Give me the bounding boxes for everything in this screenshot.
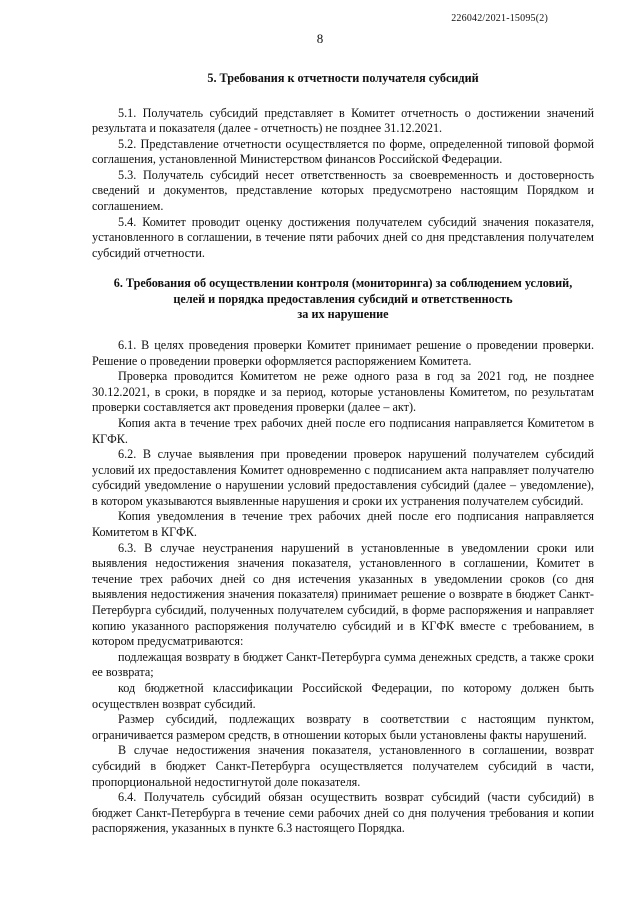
paragraph-5-4: 5.4. Комитет проводит оценку достижения получателем субсидий значения показателя, установленного в соглашении, в течение пяти рабочих дней со дня представления получателем субсидий отчетности. bbox=[92, 214, 594, 260]
paragraph-6-3-amount: подлежащая возврату в бюджет Санкт-Петербурга сумма денежных средств, а также сроки ее возврата; bbox=[92, 649, 594, 680]
document-body bbox=[92, 71, 594, 837]
paragraph-5-1: 5.1. Получатель субсидий представляет в Комитет отчетность о достижении значений результата и показателя (далее - отчетность) не позднее 31.12.2021. bbox=[92, 105, 594, 136]
document-number: 226042/2021-15095(2) bbox=[451, 13, 548, 24]
paragraph-6-1: 6.1. В целях проведения проверки Комитет принимает решение о проведении проверки. Решение о проведении проверки оформляется распоряжением Комитета. bbox=[92, 337, 594, 368]
paragraph-6-2-notice-copy: Копия уведомления в течение трех рабочих дней после его подписания направляется Комитетом в КГФК. bbox=[92, 509, 594, 540]
section-6-title bbox=[92, 276, 594, 323]
paragraph-6-3: 6.3. В случае неустранения нарушений в установленные в уведомлении сроки или выявления недостижения значения показателя, установленного в соглашении, Комитет в течение трех рабочих дней со дня истечения указанных в уведомлении сроков (со дня выявления недостижения значения показателя) принимает решение о возврате в бюджет Санкт-Петербурга субсидий, полученных получателем субсидий, в форме распоряжения и направляет копию указанного распоряжения получателю субсидий и в КГФК вместе с требованием, в котором предусматриваются: bbox=[92, 540, 594, 649]
paragraph-5-3: 5.3. Получатель субсидий несет ответственность за своевременность и достоверность сведений и документов, представление которых предусмотрено настоящим Порядком и соглашением. bbox=[92, 167, 594, 214]
section-6-title-line-1: 6. Требования об осуществлении контроля (мониторинга) за соблюдением условий, bbox=[113, 276, 573, 291]
paragraph-6-1-inspection: Проверка проводится Комитетом не реже одного раза в год за 2021 год, не позднее 30.12.2021, в сроки, в порядке и за период, которые установлены Комитетом, по результатам проверки составляется акт проведения проверки (далее – акт). bbox=[92, 369, 594, 415]
paragraph-6-4: 6.4. Получатель субсидий обязан осуществить возврат субсидий (части субсидий) в бюджет Санкт-Петербурга в течение семи рабочих дней со дня получения требования и копии распоряжения, указанных в пункте 6.3 настоящего Порядка. bbox=[92, 790, 594, 836]
section-6-title-line-3: за их нарушение bbox=[297, 307, 389, 322]
section-6-title-line-2: целей и порядка предоставления субсидий и ответственность bbox=[173, 291, 513, 306]
paragraph-6-3-limit: Размер субсидий, подлежащих возврату в соответствии с настоящим пунктом, ограничивается размером средств, в отношении которых были установлены факты нарушений. bbox=[92, 712, 594, 742]
page-number: 8 bbox=[316, 31, 324, 46]
paragraph-6-2: 6.2. В случае выявления при проведении проверок нарушений получателем субсидий условий их предоставления Комитет одновременно с подписанием акта направляет получателю субсидий уведомление о нарушении условий предоставления субсидий (далее – уведомление), в котором указываются выявленные нарушения и сроки их устранения получателем субсидий. bbox=[92, 447, 594, 508]
section-5-title: 5. Требования к отчетности получателя субсидий bbox=[207, 71, 479, 85]
paragraph-6-3-budget-code: код бюджетной классификации Российской Федерации, по которому должен быть осуществлен возврат субсидий. bbox=[92, 681, 594, 711]
paragraph-6-3-proportional: В случае недостижения значения показателя, установленного в соглашении, возврат субсидий в бюджет Санкт-Петербурга осуществляется получателем субсидий в части, пропорциональной недостигнутой доле показателя. bbox=[92, 743, 594, 789]
paragraph-5-2: 5.2. Представление отчетности осуществляется по форме, определенной типовой формой соглашения, установленной Министерством финансов Российской Федерации. bbox=[92, 136, 594, 167]
paragraph-6-1-act-copy: Копия акта в течение трех рабочих дней после его подписания направляется Комитетом в КГФК. bbox=[92, 415, 594, 446]
